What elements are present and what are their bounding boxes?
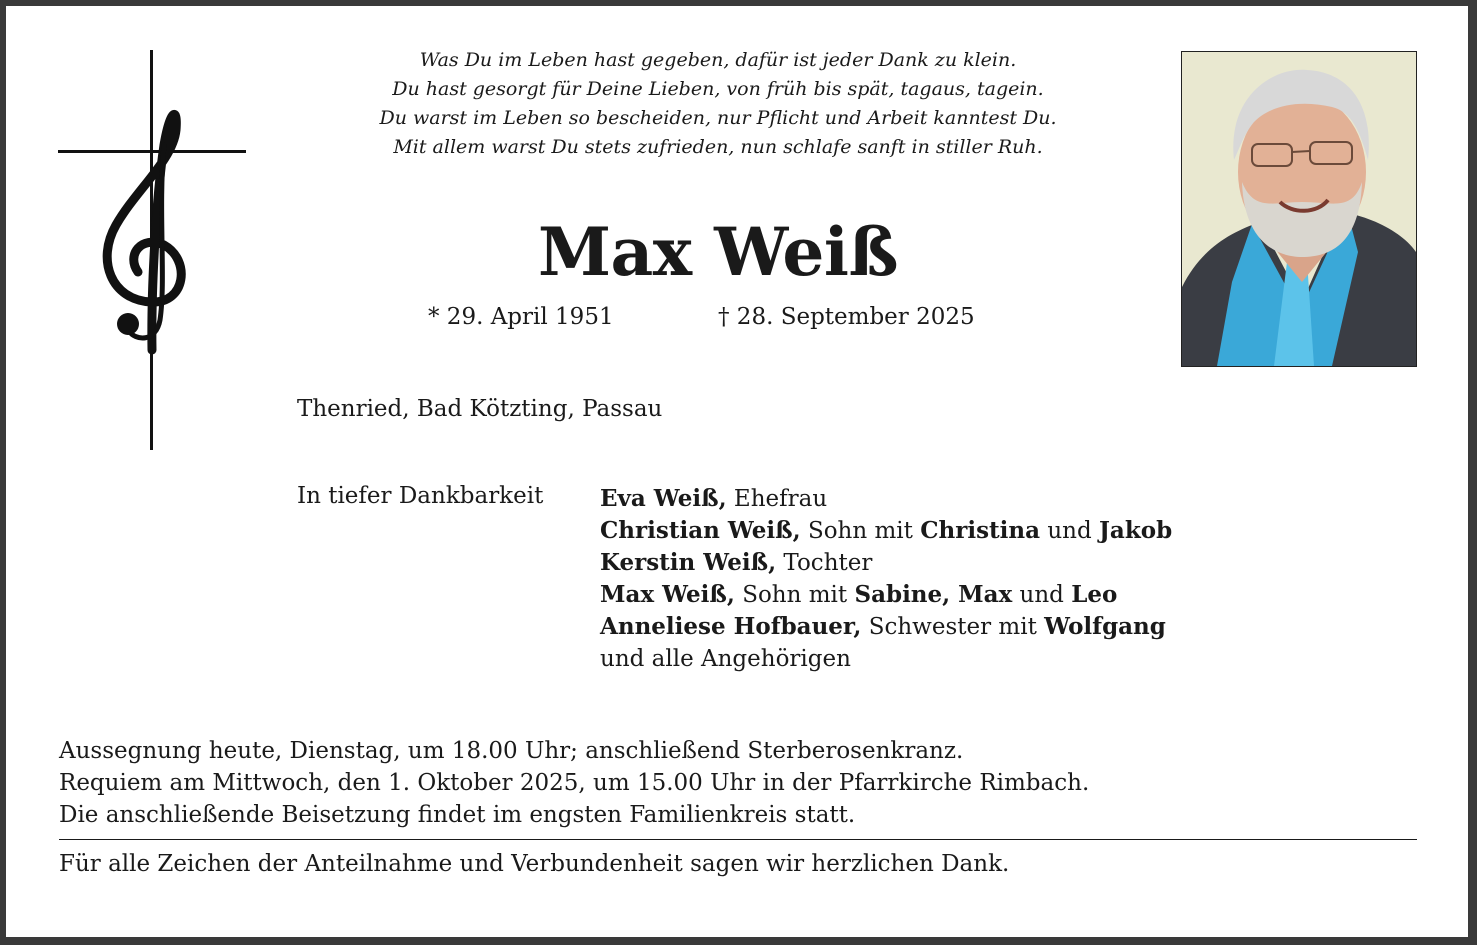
service-line: Die anschließende Beisetzung findet im engsten Familienkreis statt. (59, 802, 856, 828)
poem-line: Du warst im Leben so bescheiden, nur Pflicht und Arbeit kanntest Du. (379, 107, 1057, 129)
closing-thanks: Für alle Zeichen der Anteilnahme und Verbundenheit sagen wir herzlichen Dank. (59, 851, 1010, 877)
mourner-row (600, 579, 1172, 611)
deceased-name: Max Weiß (537, 213, 899, 291)
portrait-photo (1181, 51, 1417, 367)
mourner-name: Kerstin Weiß, (600, 549, 777, 576)
mourners-list (600, 483, 1172, 675)
mourner-name: Jakob (1099, 517, 1173, 544)
mourner-relation: Schwester mit (861, 614, 1045, 640)
mourner-name: Eva Weiß, (600, 485, 727, 512)
mourner-relation: Tochter (776, 550, 873, 576)
obituary-notice (6, 6, 1468, 937)
mourner-row (600, 643, 1172, 675)
mourner-row (600, 611, 1172, 643)
mourners-label: In tiefer Dankbarkeit (297, 483, 544, 509)
mourner-name: Wolfgang (1044, 613, 1166, 640)
mourner-name: Christian Weiß, (600, 517, 801, 544)
service-details (59, 735, 1089, 831)
mourner-name: Sabine, Max (854, 581, 1013, 608)
mourner-row (600, 547, 1172, 579)
mourner-relation: und (1012, 582, 1072, 608)
birth-date: * 29. April 1951 (428, 304, 614, 330)
divider (59, 839, 1417, 840)
mourner-relation: und alle Angehörigen (600, 646, 851, 672)
mourner-relation: Sohn mit (734, 582, 855, 608)
service-line: Requiem am Mittwoch, den 1. Oktober 2025, um 15.00 Uhr in der Pfarrkirche Rimbach. (59, 770, 1090, 796)
service-line: Aussegnung heute, Dienstag, um 18.00 Uhr; anschließend Sterberosenkranz. (59, 738, 964, 764)
mourner-relation: Ehefrau (726, 486, 828, 512)
mourner-name: Christina (920, 517, 1041, 544)
poem-line: Was Du im Leben hast gegeben, dafür ist jeder Dank zu klein. (419, 49, 1017, 71)
death-date: † 28. September 2025 (718, 304, 975, 330)
memorial-poem (206, 46, 1230, 162)
mourner-row (600, 515, 1172, 547)
mourner-name: Leo (1071, 581, 1118, 608)
poem-line: Du hast gesorgt für Deine Lieben, von früh bis spät, tagaus, tagein. (392, 78, 1044, 100)
places: Thenried, Bad Kötzting, Passau (297, 396, 663, 422)
mourner-name: Max Weiß, (600, 581, 735, 608)
mourner-row (600, 483, 1172, 515)
mourner-relation: und (1040, 518, 1100, 544)
mourner-relation: Sohn mit (800, 518, 921, 544)
mourner-name: Anneliese Hofbauer, (600, 613, 862, 640)
poem-line: Mit allem warst Du stets zufrieden, nun schlafe sanft in stiller Ruh. (393, 136, 1043, 158)
